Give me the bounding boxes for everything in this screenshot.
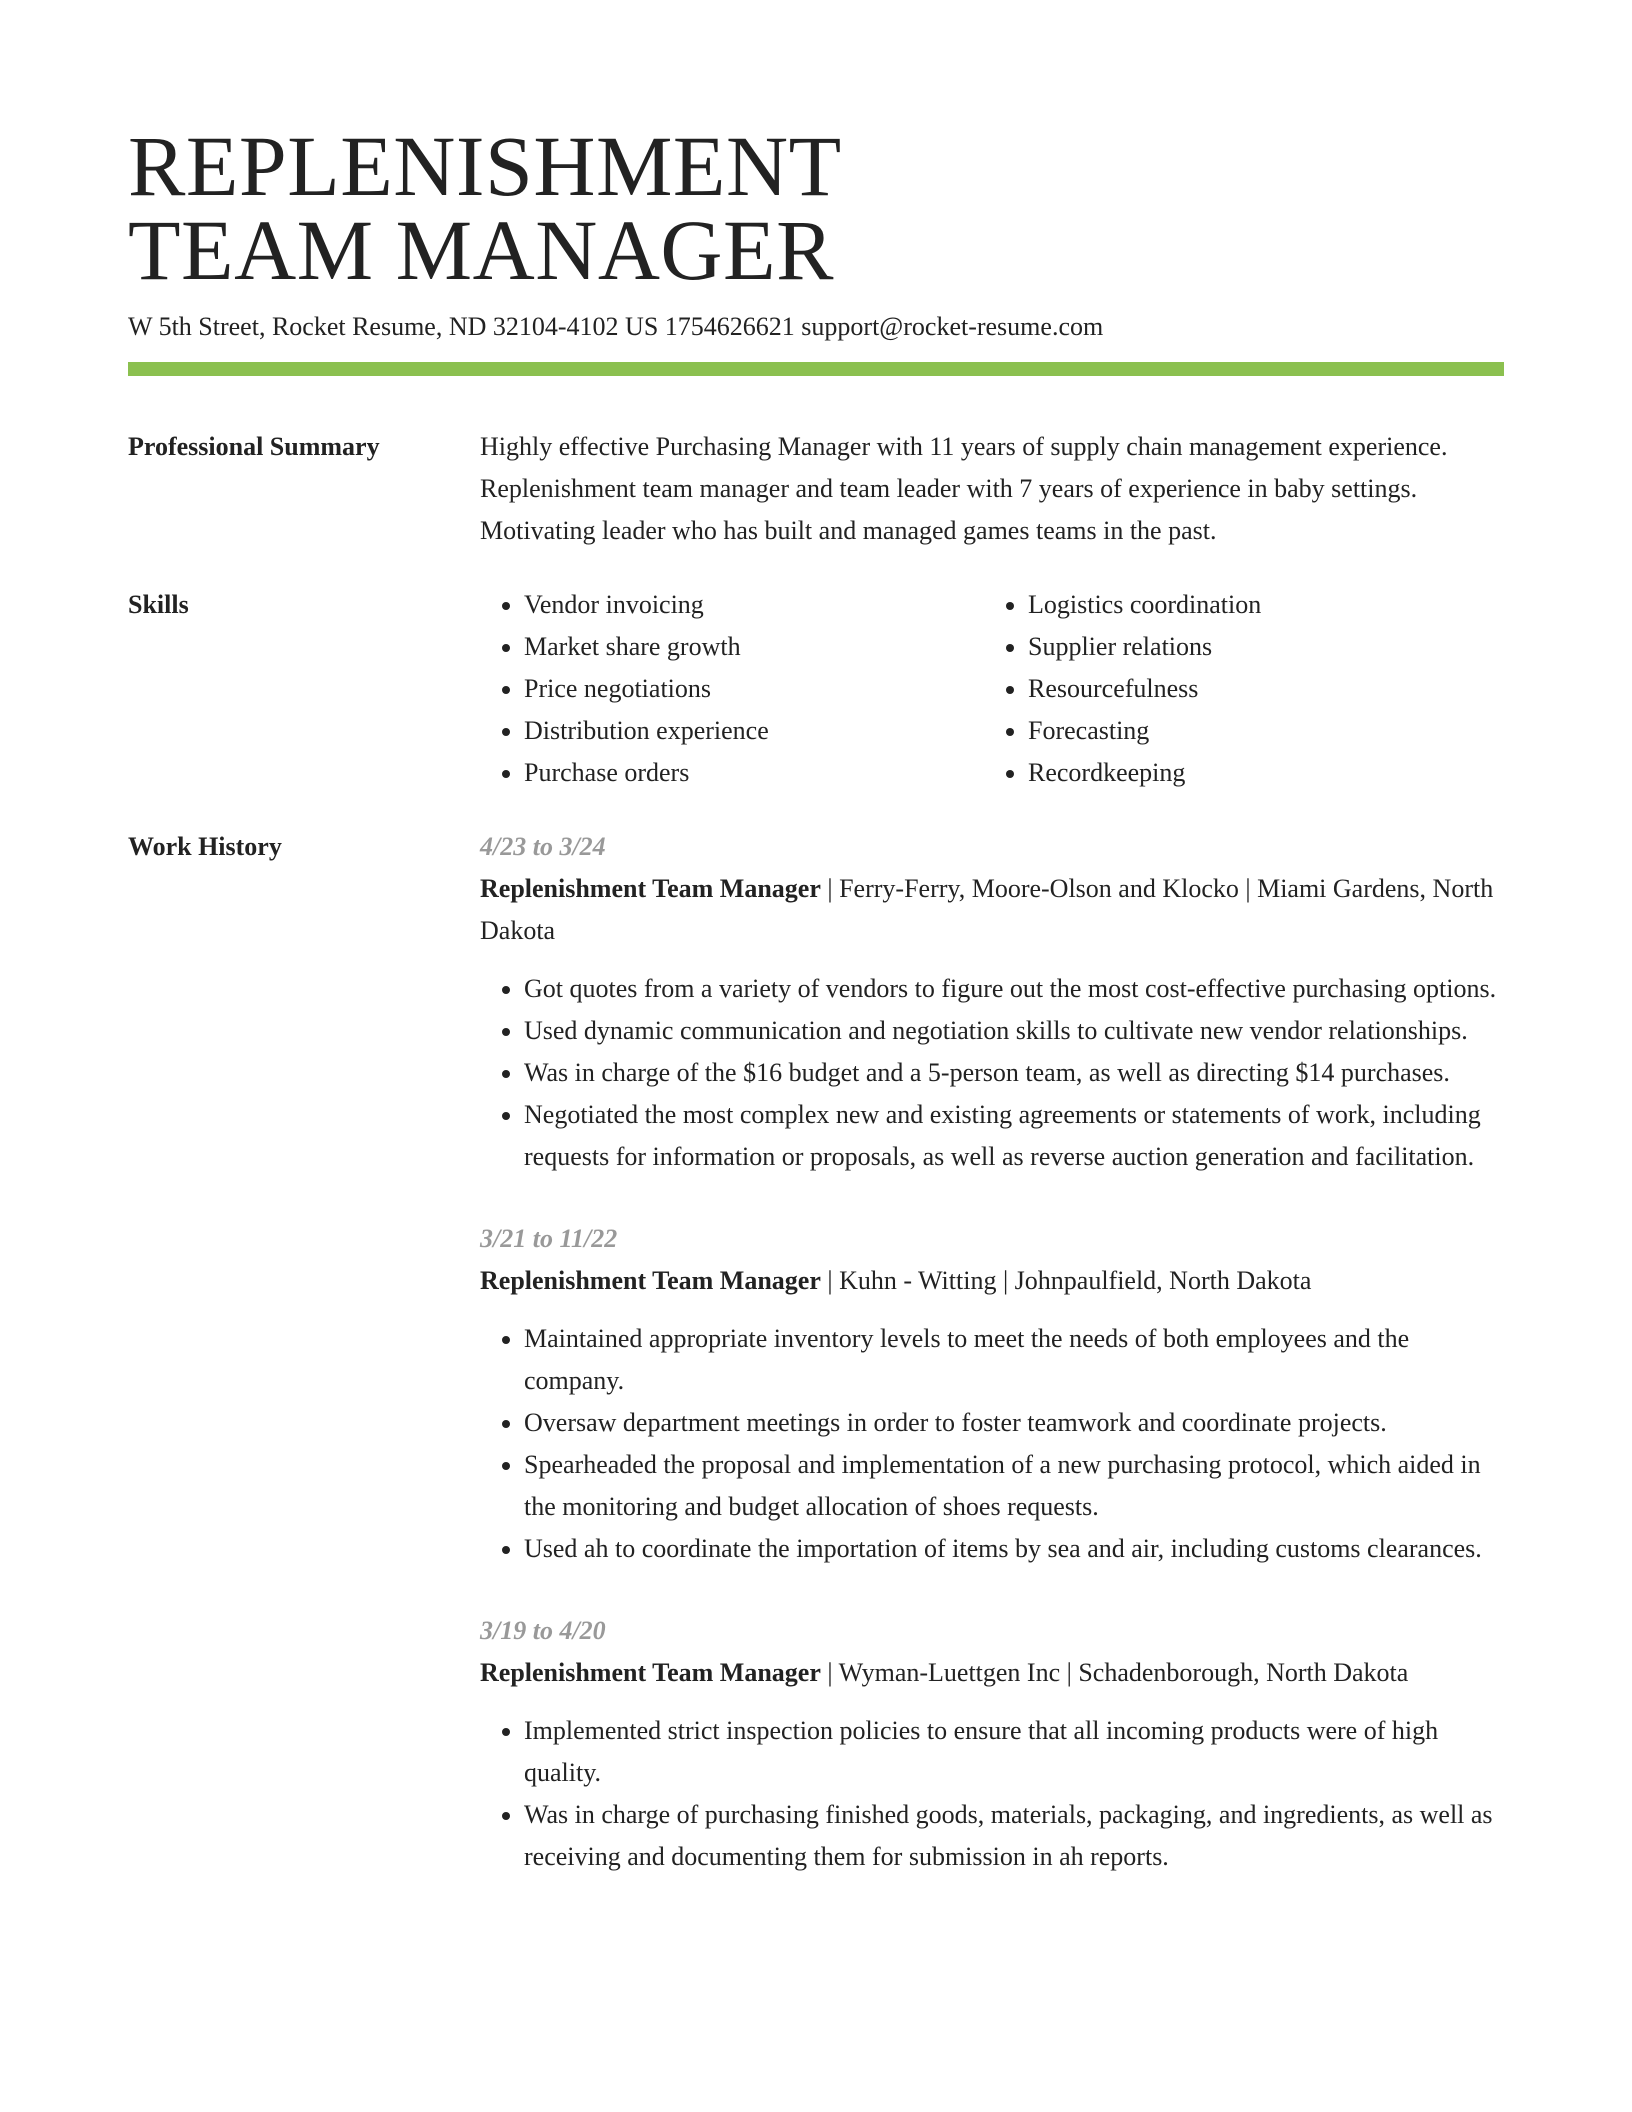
summary-section [128, 426, 1504, 552]
accent-divider [128, 362, 1504, 376]
job-bullets [480, 1318, 1504, 1570]
job-bullet: • Oversaw department meetings in order to foster teamwork and coordinate projects. [524, 1402, 1504, 1444]
skill-item: • Distribution experience [524, 710, 984, 752]
skill-item: • Purchase orders [524, 752, 984, 794]
skill-item: • Recordkeeping [1028, 752, 1488, 794]
job-dates: 3/21 to 11/22 [480, 1224, 618, 1253]
summary-text: Highly effective Purchasing Manager with 11 years of supply chain management experience. Replenishment team manager and team leader with 7 years of experience in baby settings. Motivating leader who has built and managed games teams in the past. [480, 432, 1448, 545]
job-entry [480, 1218, 1504, 1570]
skill-item: • Forecasting [1028, 710, 1488, 752]
job-bullet: • Spearheaded the proposal and implementation of a new purchasing protocol, which aided in the monitoring and budget allocation of shoes requests. [524, 1444, 1504, 1528]
job-bullets [480, 1710, 1504, 1878]
job-title: Replenishment Team Manager [480, 874, 821, 903]
job-bullet: • Used dynamic communication and negotiation skills to cultivate new vendor relationships. [524, 1010, 1504, 1052]
job-title: Replenishment Team Manager [480, 1658, 821, 1687]
skill-item: • Resourcefulness [1028, 668, 1488, 710]
job-dates: 4/23 to 3/24 [480, 832, 606, 861]
skill-item: • Logistics coordination [1028, 584, 1488, 626]
name-line-1: REPLENISHMENT [128, 118, 842, 214]
job-bullet: • Was in charge of the $16 budget and a 5-person team, as well as directing $14 purchases. [524, 1052, 1504, 1094]
skill-item: • Vendor invoicing [524, 584, 984, 626]
job-header [480, 1260, 1504, 1302]
skills-heading: Skills [128, 590, 189, 619]
job-entry [480, 826, 1504, 1178]
job-bullet: • Maintained appropriate inventory levels to meet the needs of both employees and the company. [524, 1318, 1504, 1402]
job-bullet: • Got quotes from a variety of vendors to figure out the most cost-effective purchasing options. [524, 968, 1504, 1010]
resume-page [128, 118, 1504, 1918]
job-entry [480, 1610, 1504, 1878]
contact-info: W 5th Street, Rocket Resume, ND 32104-4102 US 1754626621 support@rocket-resume.com [128, 312, 1104, 341]
work-history-body [480, 826, 1504, 1918]
skill-item: • Price negotiations [524, 668, 984, 710]
job-dates: 3/19 to 4/20 [480, 1616, 606, 1645]
job-bullet: • Was in charge of purchasing finished goods, materials, packaging, and ingredients, as well as receiving and documenting them for submission in ah reports. [524, 1794, 1504, 1878]
skills-section [128, 584, 1504, 794]
name-line-2: TEAM MANAGER [128, 202, 834, 298]
job-bullet: • Implemented strict inspection policies to ensure that all incoming products were of high quality. [524, 1710, 1504, 1794]
job-details: | Kuhn - Witting | Johnpaulfield, North Dakota [820, 1266, 1312, 1295]
skill-item: • Supplier relations [1028, 626, 1488, 668]
job-title: Replenishment Team Manager [480, 1266, 821, 1295]
skill-item: • Market share growth [524, 626, 984, 668]
skills-list-left [480, 584, 984, 794]
work-history-section [128, 826, 1504, 1918]
job-details: | Ferry-Ferry, Moore-Olson and Klocko | Miami Gardens, North Dakota [480, 874, 1494, 945]
resume-name [128, 118, 1504, 298]
job-header [480, 1652, 1504, 1694]
summary-heading: Professional Summary [128, 432, 380, 461]
skills-body [480, 584, 1504, 794]
skills-columns [480, 584, 1504, 794]
job-bullet: • Used ah to coordinate the importation of items by sea and air, including customs clearances. [524, 1528, 1504, 1570]
job-details: | Wyman-Luettgen Inc | Schadenborough, North Dakota [820, 1658, 1409, 1687]
work-history-heading: Work History [128, 832, 282, 861]
skills-list-right [984, 584, 1488, 794]
job-bullet: • Negotiated the most complex new and existing agreements or statements of work, including requests for information or proposals, as well as reverse auction generation and facilitation. [524, 1094, 1504, 1178]
job-header [480, 868, 1504, 952]
job-bullets [480, 968, 1504, 1178]
